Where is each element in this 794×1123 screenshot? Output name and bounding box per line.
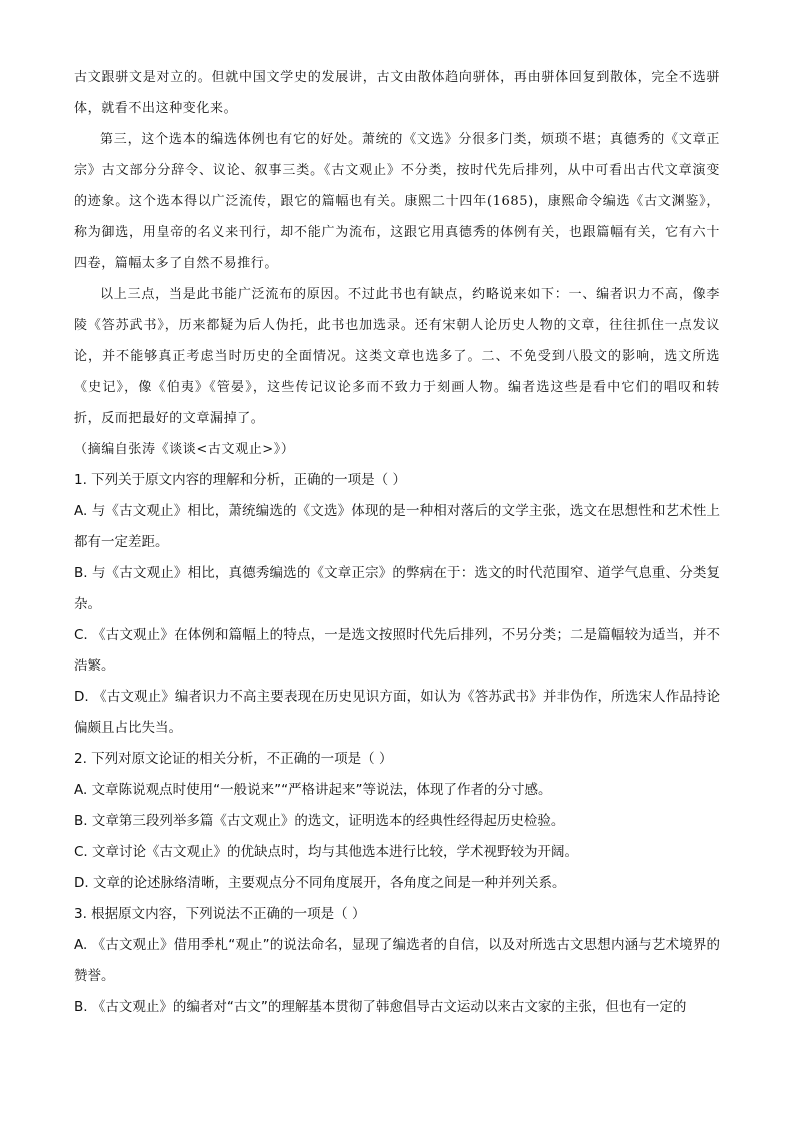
option-a: A. 与《古文观止》相比，萧统编选的《文选》体现的是一种相对落后的文学主张，选文在思想性和艺术性上都有一定差距。	[74, 503, 720, 550]
option-d: D. 文章的论述脉络清晰，主要观点分不同角度展开，各角度之间是一种并列关系。	[74, 875, 566, 891]
question-stem: 3. 根据原文内容，下列说法不正确的一项是（ ）	[74, 906, 366, 922]
option-c: C. 《古文观止》在体例和篇幅上的特点，一是选文按照时代先后排列，不另分类；二是篇幅较为适当，并不浩繁。	[74, 627, 720, 674]
question-1	[74, 465, 720, 744]
option-b: B. 《古文观止》的编者对“古文”的理解基本贯彻了韩愈倡导古文运动以来古文家的主张，但也有一定的	[74, 999, 687, 1015]
passage-source: （摘编自张涛《谈谈<古文观止>》）	[74, 442, 295, 457]
question-stem: 2. 下列对原文论证的相关分析，不正确的一项是（ ）	[74, 751, 393, 767]
reading-passage	[74, 62, 720, 465]
option-b: B. 与《古文观止》相比，真德秀编选的《文章正宗》的弊病在于：选文的时代范围窄、道学气息重、分类复杂。	[74, 565, 720, 612]
option-d: D. 《古文观止》编者识力不高主要表现在历史见识方面，如认为《答苏武书》并非伪作，所选宋人作品持论偏颇且占比失当。	[74, 689, 720, 736]
question-3	[74, 899, 720, 1023]
question-2	[74, 744, 720, 899]
option-a: A. 《古文观止》借用季札“观止”的说法命名，显现了编选者的自信，以及对所选古文思想内涵与艺术境界的赞誉。	[74, 937, 720, 984]
option-c: C. 文章讨论《古文观止》的优缺点时，均与其他选本进行比较，学术视野较为开阔。	[74, 844, 579, 860]
passage-paragraph-1: 古文跟骈文是对立的。但就中国文学史的发展讲，古文由散体趋向骈体，再由骈体回复到散体，完全不选骈体，就看不出这种变化来。	[74, 70, 720, 116]
passage-paragraph-2: 第三，这个选本的编选体例也有它的好处。萧统的《文选》分很多门类，烦琐不堪；真德秀的《文章正宗》古文部分分辞令、议论、叙事三类。《古文观止》不分类，按时代先后排列，从中可看出古代文章演变的迹象。这个选本得以广泛流传，跟它的篇幅也有关。康熙二十四年(1685)，康熙命令编选《古文渊鉴》，称为御选，用皇帝的名义来刊行，却不能广为流布，这跟它用真德秀的体例有关，也跟篇幅有关，它有六十四卷，篇幅太多了自然不易推行。	[74, 132, 720, 271]
option-b: B. 文章第三段列举多篇《古文观止》的选文，证明选本的经典性经得起历史检验。	[74, 813, 565, 829]
passage-paragraph-3: 以上三点，当是此书能广泛流布的原因。不过此书也有缺点，约略说来如下：一、编者识力不高，像李陵《答苏武书》，历来都疑为后人伪托，此书也加选录。还有宋朝人论历史人物的文章，往往抓住一点发议论，并不能够真正考虑当时历史的全面情况。这类文章也选多了。二、不免受到八股文的影响，选文所选《史记》，像《伯夷》《管晏》，这些传记议论多而不致力于刻画人物。编者选这些是看中它们的唱叹和转折，反而把最好的文章漏掉了。	[74, 287, 720, 426]
option-a: A. 文章陈说观点时使用“一般说来”“严格讲起来”等说法，体现了作者的分寸感。	[74, 782, 552, 798]
question-stem: 1. 下列关于原文内容的理解和分析，正确的一项是（ ）	[74, 472, 406, 488]
